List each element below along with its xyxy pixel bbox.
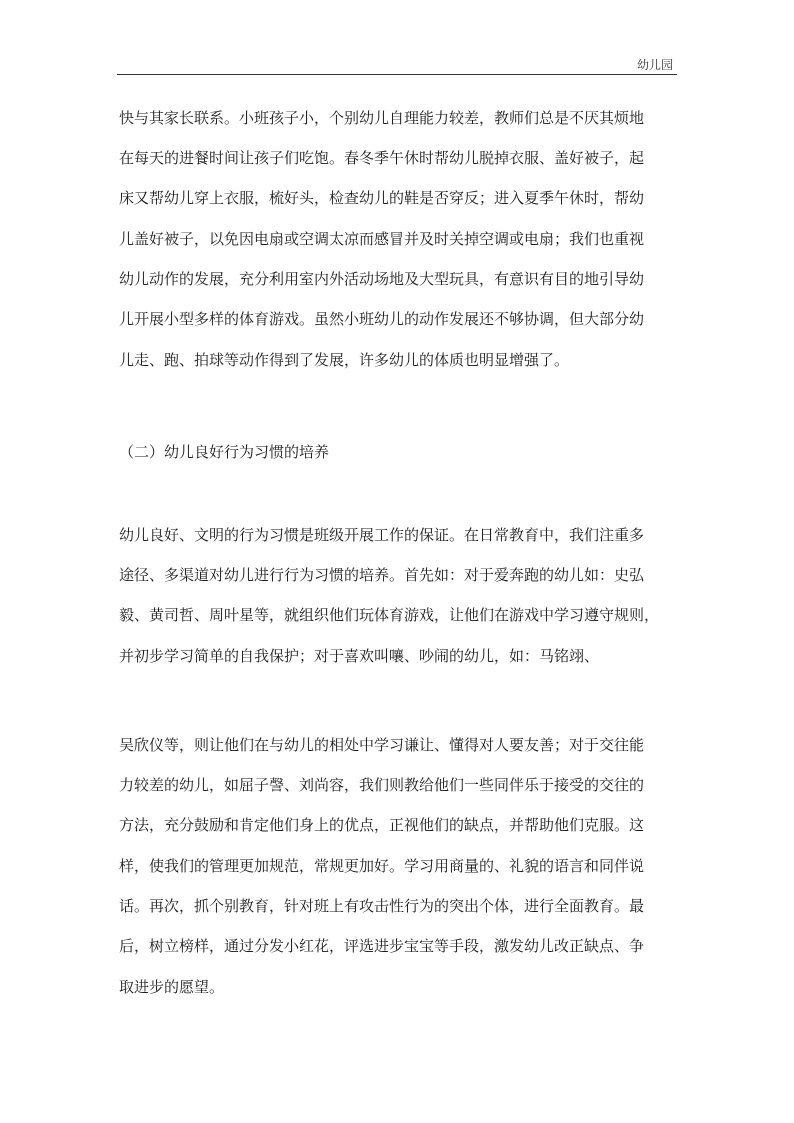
text-line: 儿开展小型多样的体育游戏。虽然小班幼儿的动作发展还不够协调，但大部分幼 bbox=[119, 310, 645, 328]
text-line: 幼儿良好、文明的行为习惯是班级开展工作的保证。在日常教育中，我们注重多 bbox=[119, 526, 645, 544]
text-line: 毅、黄司哲、周叶星等，就组织他们玩体育游戏，让他们在游戏中学习遵守规则， bbox=[119, 606, 660, 624]
page-header bbox=[117, 54, 677, 75]
text-line: 床又帮幼儿穿上衣服，梳好头，检查幼儿的鞋是否穿反；进入夏季午休时，帮幼 bbox=[119, 189, 645, 207]
text-line: 儿走、跑、拍球等动作得到了发展，许多幼儿的体质也明显增强了。 bbox=[119, 351, 570, 369]
text-line: 取进步的愿望。 bbox=[119, 978, 225, 996]
text-line: 幼儿动作的发展，充分利用室内外活动场地及大型玩具，有意识有目的地引导幼 bbox=[119, 270, 645, 288]
text-line: 话。再次，抓个别教育，针对班上有攻击性行为的突出个体，进行全面教育。最 bbox=[119, 897, 645, 915]
header-title: 幼儿园 bbox=[636, 58, 673, 72]
text-line: 快与其家长联系。小班孩子小，个别幼儿自理能力较差，教师们总是不厌其烦地 bbox=[119, 109, 645, 127]
text-line: 并初步学习简单的自我保护；对于喜欢叫嚷、吵闹的幼儿，如：马铭翊、 bbox=[119, 647, 600, 665]
text-line: 样，使我们的管理更加规范，常规更加好。学习用商量的、礼貌的语言和同伴说 bbox=[119, 857, 645, 875]
text-line: 在每天的进餐时间让孩子们吃饱。春冬季午休时帮幼儿脱掉衣服、盖好被子，起 bbox=[119, 149, 645, 167]
text-line: 吴欣仪等，则让他们在与幼儿的相处中学习谦让、懂得对人要友善；对于交往能 bbox=[119, 736, 645, 754]
text-line: 方法，充分鼓励和肯定他们身上的优点，正视他们的缺点，并帮助他们克服。这 bbox=[119, 816, 645, 834]
section-heading: （二）幼儿良好行为习惯的培养 bbox=[119, 443, 330, 461]
text-line: 途径、多渠道对幼儿进行行为习惯的培养。首先如：对于爱奔跑的幼儿如：史弘 bbox=[119, 566, 645, 584]
text-line: 力较差的幼儿，如屈子謦、刘尚容，我们则教给他们一些同伴乐于接受的交往的 bbox=[119, 776, 645, 794]
text-line: 儿盖好被子，以免因电扇或空调太凉而感冒并及时关掉空调或电扇；我们也重视 bbox=[119, 230, 645, 248]
text-line: 后，树立榜样，通过分发小红花，评选进步宝宝等手段，激发幼儿改正缺点、争 bbox=[119, 937, 645, 955]
